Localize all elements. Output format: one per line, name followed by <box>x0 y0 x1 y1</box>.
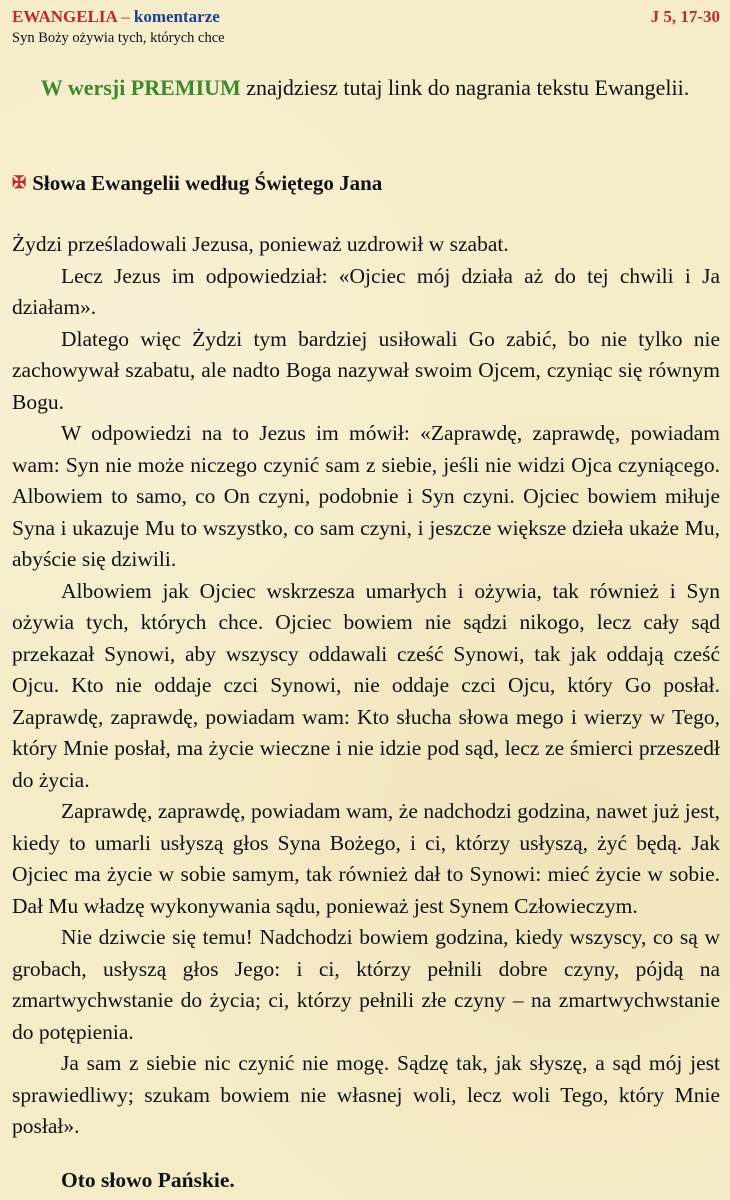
gospel-paragraph: Żydzi prześladowali Jezusa, ponieważ uzdrowił w szabat. <box>12 232 509 256</box>
gospel-paragraph: Lecz Jezus im odpowiedział: «Ojciec mój działa aż do tej chwili i Ja działam». <box>12 263 720 319</box>
premium-text: znajdziesz tutaj link do nagrania tekstu Ewangelii. <box>240 75 690 100</box>
gospel-paragraph: Albowiem jak Ojciec wskrzesza umarłych i ożywia, tak również i Syn ożywia tych, których chce. Ojciec bowiem nie sądzi nikogo, lecz cały sąd przekazał Synowi, aby wszyscy oddawali cześć Synowi, tak jak oddają cześć Ojcu. Kto nie oddaje czci Synowi, nie oddaje czci Ojcu, który Go posłał. Zaprawdę, zaprawdę, powiadam wam: Kto słucha słowa mego i wierzy w Tego, który Mnie posłał, ma życie wieczne i nie idzie pod sąd, lecz ze śmierci przeszedł do życia. <box>12 578 720 792</box>
gospel-paragraph: Dlatego więc Żydzi tym bardziej usiłowali Go zabić, bo nie tylko nie zachowywał szabatu, ale nadto Boga nazywał swoim Ojcem, czyniąc się równym Bogu. <box>12 326 720 414</box>
gospel-paragraph: Zaprawdę, zaprawdę, powiadam wam, że nadchodzi godzina, nawet już jest, kiedy to umarli usłyszą głos Syna Bożego, i ci, którzy usłyszą, żyć będą. Jak Ojciec ma życie w sobie samym, tak również dał to Synowi: mieć życie w sobie. Dał Mu władzę wykonywania sądu, ponieważ jest Synem Człowieczym. <box>12 799 720 918</box>
premium-note <box>30 72 700 104</box>
scripture-reference: J 5, 17-30 <box>650 7 720 26</box>
premium-label: W wersji PREMIUM <box>40 75 241 100</box>
app-subtitle: komentarze <box>133 7 220 26</box>
gospel-paragraph: W odpowiedzi na to Jezus im mówił: «Zaprawdę, zaprawdę, powiadam wam: Syn nie może niczego czynić sam z siebie, jeśli nie widzi Ojca czyniącego. Albowiem to samo, co On czyni, podobnie i Syn czyni. Ojciec bowiem miłuje Syna i ukazuje Mu to wszystko, co sam czyni, i jeszcze większe dzieła ukaże Mu, abyście się dziwili. <box>12 421 720 571</box>
cross-icon: ✠ <box>12 173 27 192</box>
closing-acclamation: Oto słowo Pańskie. <box>61 1168 235 1192</box>
section-heading-text: Słowa Ewangelii według Świętego Jana <box>32 171 383 195</box>
section-heading <box>12 168 382 198</box>
gospel-paragraph: Ja sam z siebie nic czynić nie mogę. Sądzę tak, jak słyszę, a sąd mój jest sprawiedliwy; szukam bowiem nie własnej woli, lecz woli Tego, który Mnie posłał». <box>12 1051 720 1138</box>
app-title: EWANGELIA <box>12 7 117 26</box>
page-header <box>12 6 720 52</box>
title-separator: – <box>121 7 130 26</box>
gospel-paragraph: Nie dziwcie się temu! Nadchodzi bowiem godzina, kiedy wszyscy, co są w grobach, usłyszą głos Jego: i ci, którzy pełnili dobre czyny, pójdą na zmartwychwstanie do życia; ci, którzy pełnili złe czyny – na zmartwychwstanie do potępienia. <box>12 925 720 1044</box>
day-title: Syn Boży ożywia tych, których chce <box>12 30 225 46</box>
gospel-text <box>12 229 720 1143</box>
header-title-line <box>12 6 720 28</box>
